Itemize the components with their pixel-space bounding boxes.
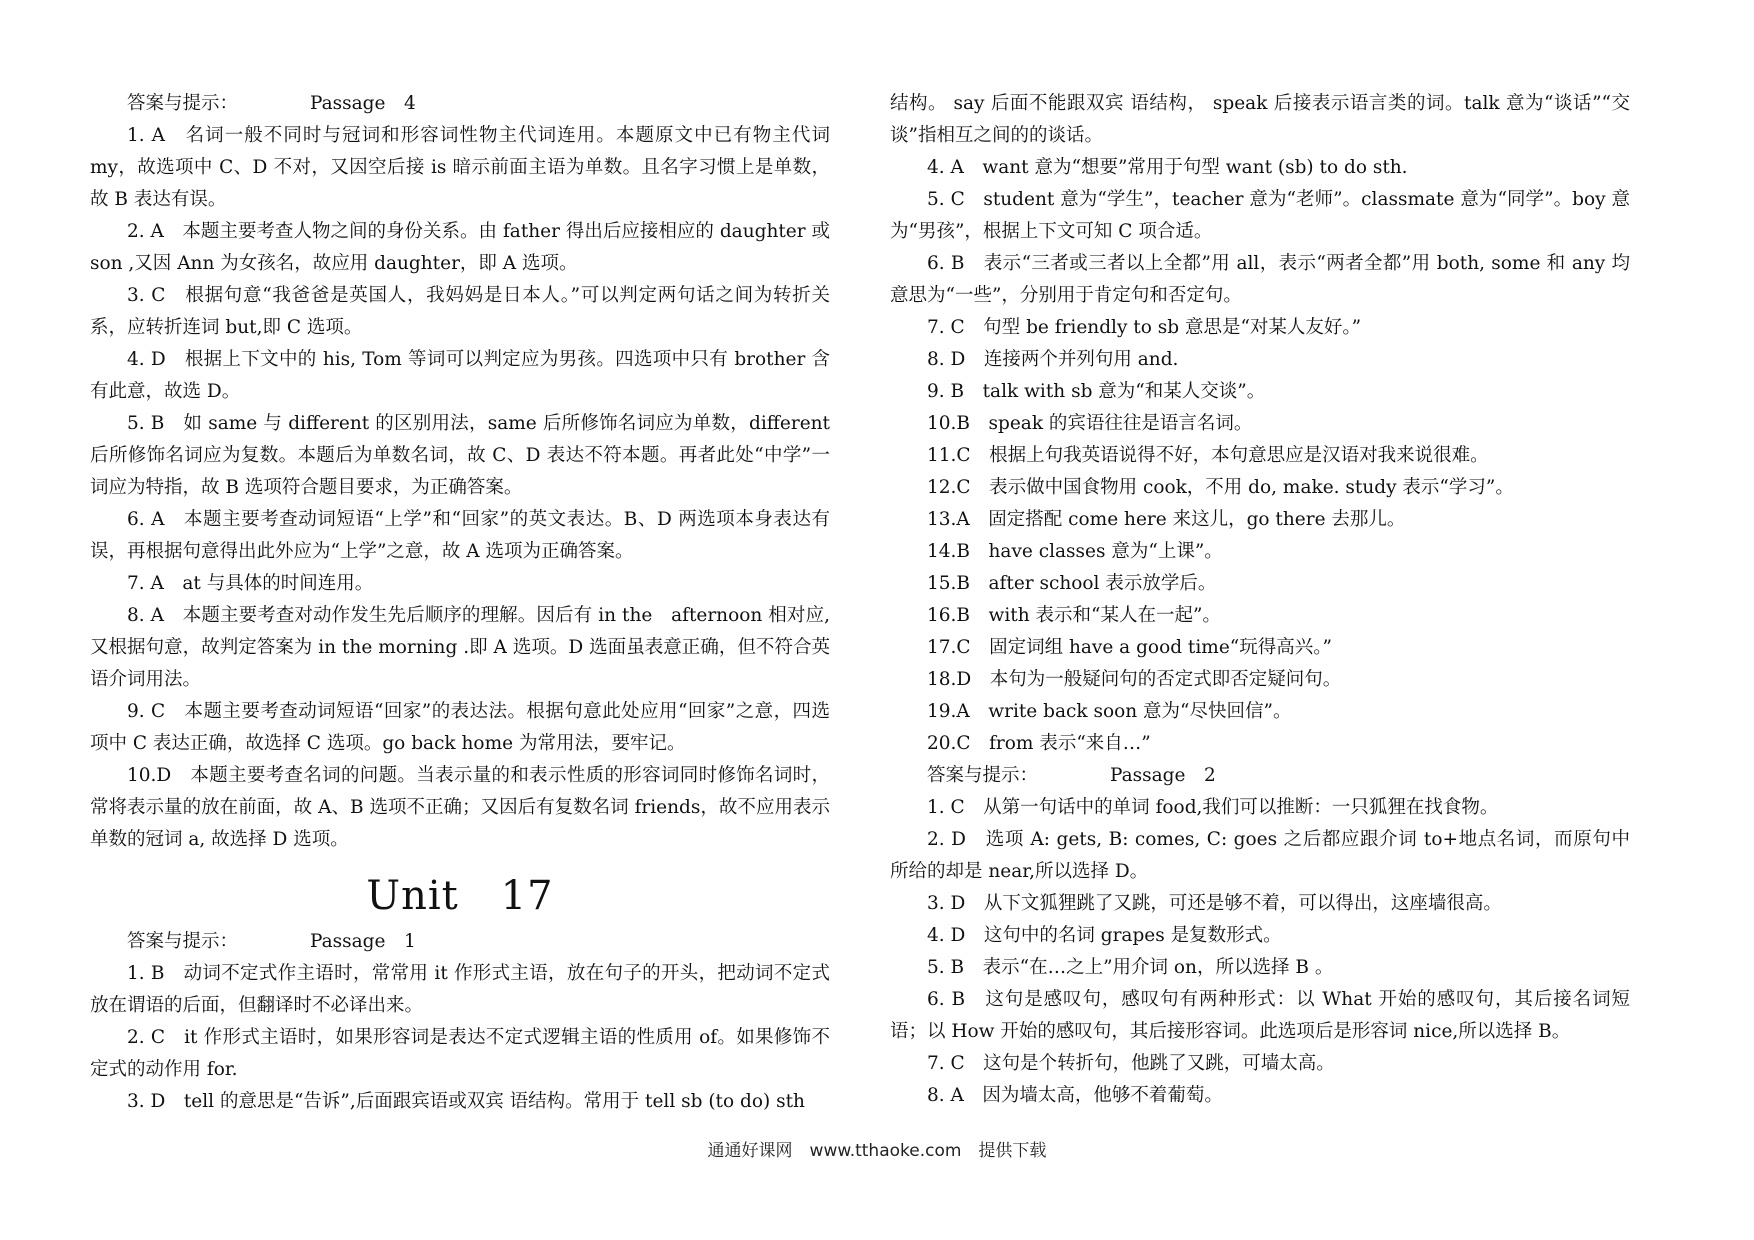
answer-continuation: 结构。 say 后面不能跟双宾 语结构， speak 后接表示语言类的词。talk 意为“谈话”“交谈”指相互之间的的谈话。: [890, 93, 1630, 146]
answer-item: 18.D 本句为一般疑问句的否定式即否定疑问句。: [927, 669, 1342, 690]
right-column: [890, 88, 1630, 1112]
answer-item: 12.C 表示做中国食物用 cook，不用 do, make. study 表示“学习”。: [927, 477, 1514, 498]
answer-label: 答案与提示：: [127, 931, 239, 952]
answer-item: 1. C 从第一句话中的单词 food,我们可以推断：一只狐狸在找食物。: [927, 797, 1499, 818]
left-column: [90, 88, 830, 1118]
answer-item: 4. D 这句中的名词 grapes 是复数形式。: [927, 925, 1282, 946]
answer-label: 答案与提示：: [127, 93, 239, 114]
unit-number: 17: [500, 873, 554, 919]
answer-item: 9. B talk with sb 意为“和某人交谈”。: [927, 381, 1266, 402]
answer-label: 答案与提示：: [927, 765, 1039, 786]
section-heading-passage-2: [890, 760, 1630, 792]
answer-item: 6. A 本题主要考查动词短语“上学”和“回家”的英文表达。B、D 两选项本身表达有误，再根据句意得出此外应为“上学”之意，故 A 选项为正确答案。: [90, 509, 830, 562]
answer-item: 5. B 表示“在…之上”用介词 on，所以选择 B 。: [927, 957, 1334, 978]
answer-item: 11.C 根据上句我英语说得不好，本句意思应是汉语对我来说很难。: [927, 445, 1489, 466]
unit-word: Unit: [366, 873, 459, 919]
answer-item: 3. D tell 的意思是“告诉”,后面跟宾语或双宾 语结构。常用于 tell sb (to do) sth: [127, 1091, 805, 1112]
answer-item: 7. C 句型 be friendly to sb 意思是“对某人友好。”: [927, 317, 1362, 338]
answer-item: 6. B 表示“三者或三者以上全都”用 all，表示“两者全都”用 both, some 和 any 均意思为“一些”，分别用于肯定句和否定句。: [890, 253, 1630, 306]
answer-item: 7. C 这句是个转折句，他跳了又跳，可墙太高。: [927, 1053, 1335, 1074]
page-footer: 通通好课网 www.tthaoke.com 提供下载: [707, 1141, 1047, 1161]
answer-item: 14.B have classes 意为“上课”。: [927, 541, 1223, 562]
answer-item: 17.C 固定词组 have a good time“玩得高兴。”: [927, 637, 1332, 658]
answer-item: 16.B with 表示和“某人在一起”。: [927, 605, 1221, 626]
answer-item: 8. A 因为墙太高，他够不着葡萄。: [927, 1085, 1223, 1106]
answer-item: 3. C 根据句意“我爸爸是英国人，我妈妈是日本人。”可以判定两句话之间为转折关系，应转折连词 but,即 C 选项。: [90, 285, 830, 338]
section-heading-passage-1: [90, 926, 830, 958]
answer-item: 4. D 根据上下文中的 his, Tom 等词可以判定应为男孩。四选项中只有 brother 含有此意，故选 D。: [90, 349, 830, 402]
section-heading-passage-4: [90, 88, 830, 120]
answer-item: 10.B speak 的宾语往往是语言名词。: [927, 413, 1253, 434]
answer-item: 5. C student 意为“学生”，teacher 意为“老师”。classmate 意为“同学”。boy 意为“男孩”，根据上下文可知 C 项合适。: [890, 189, 1630, 242]
answer-item: 9. C 本题主要考查动词短语“回家”的表达法。根据句意此处应用“回家”之意，四选项中 C 表达正确，故选择 C 选项。go back home 为常用法，要牢记。: [90, 701, 830, 754]
answer-item: 5. B 如 same 与 different 的区别用法，same 后所修饰名词应为单数，different 后所修饰名词应为复数。本题后为单数名词，故 C、D 表达不符本题。再者此处“中学”一词应为特指，故 B 选项符合题目要求，为正确答案。: [90, 413, 830, 498]
answer-item: 2. A 本题主要考查人物之间的身份关系。由 father 得出后应接相应的 daughter 或 son ,又因 Ann 为女孩名，故应用 daughter，即 A 选项。: [90, 221, 830, 274]
answer-item: 7. A at 与具体的时间连用。: [127, 573, 374, 594]
answer-item: 4. A want 意为“想要”常用于句型 want (sb) to do sth.: [927, 157, 1408, 178]
answer-item: 1. A 名词一般不同时与冠词和形容词性物主代词连用。本题原文中已有物主代词 my，故选项中 C、D 不对，又因空后接 is 暗示前面主语为单数。且名字习惯上是单数，故 B 表达有误。: [90, 125, 830, 210]
answer-item: 20.C from 表示“来自…”: [927, 733, 1151, 754]
passage-label: Passage 2: [1110, 765, 1216, 786]
answer-item: 8. D 连接两个并列句用 and.: [927, 349, 1179, 370]
answer-item: 2. D 选项 A: gets, B: comes, C: goes 之后都应跟介词 to+地点名词，而原句中所给的却是 near,所以选择 D。: [890, 829, 1630, 882]
unit-title: [90, 866, 830, 926]
answer-item: 15.B after school 表示放学后。: [927, 573, 1217, 594]
answer-item: 8. A 本题主要考查对动作发生先后顺序的理解。因后有 in the afternoon 相对应,又根据句意，故判定答案为 in the morning .即 A 选项。D 选面虽表意正确，但不符合英语介词用法。: [90, 605, 830, 690]
answer-item: 10.D 本题主要考查名词的问题。当表示量的和表示性质的形容词同时修饰名词时，常将表示量的放在前面，故 A、B 选项不正确；又因后有复数名词 friends，故不应用表示单数的冠词 a, 故选择 D 选项。: [90, 765, 830, 850]
answer-item: 6. B 这句是感叹句，感叹句有两种形式：以 What 开始的感叹句，其后接名词短语；以 How 开始的感叹句，其后接形容词。此选项后是形容词 nice,所以选择 B。: [890, 989, 1630, 1042]
answer-item: 19.A write back soon 意为“尽快回信”。: [927, 701, 1292, 722]
answer-item: 3. D 从下文狐狸跳了又跳，可还是够不着，可以得出，这座墙很高。: [927, 893, 1502, 914]
passage-label: Passage 4: [310, 93, 416, 114]
passage-label: Passage 1: [310, 931, 416, 952]
answer-item: 13.A 固定搭配 come here 来这儿，go there 去那儿。: [927, 509, 1406, 530]
answer-item: 2. C it 作形式主语时，如果形容词是表达不定式逻辑主语的性质用 of。如果修饰不定式的动作用 for.: [90, 1027, 830, 1080]
answer-item: 1. B 动词不定式作主语时，常常用 it 作形式主语，放在句子的开头，把动词不定式放在谓语的后面，但翻译时不必译出来。: [90, 963, 830, 1016]
